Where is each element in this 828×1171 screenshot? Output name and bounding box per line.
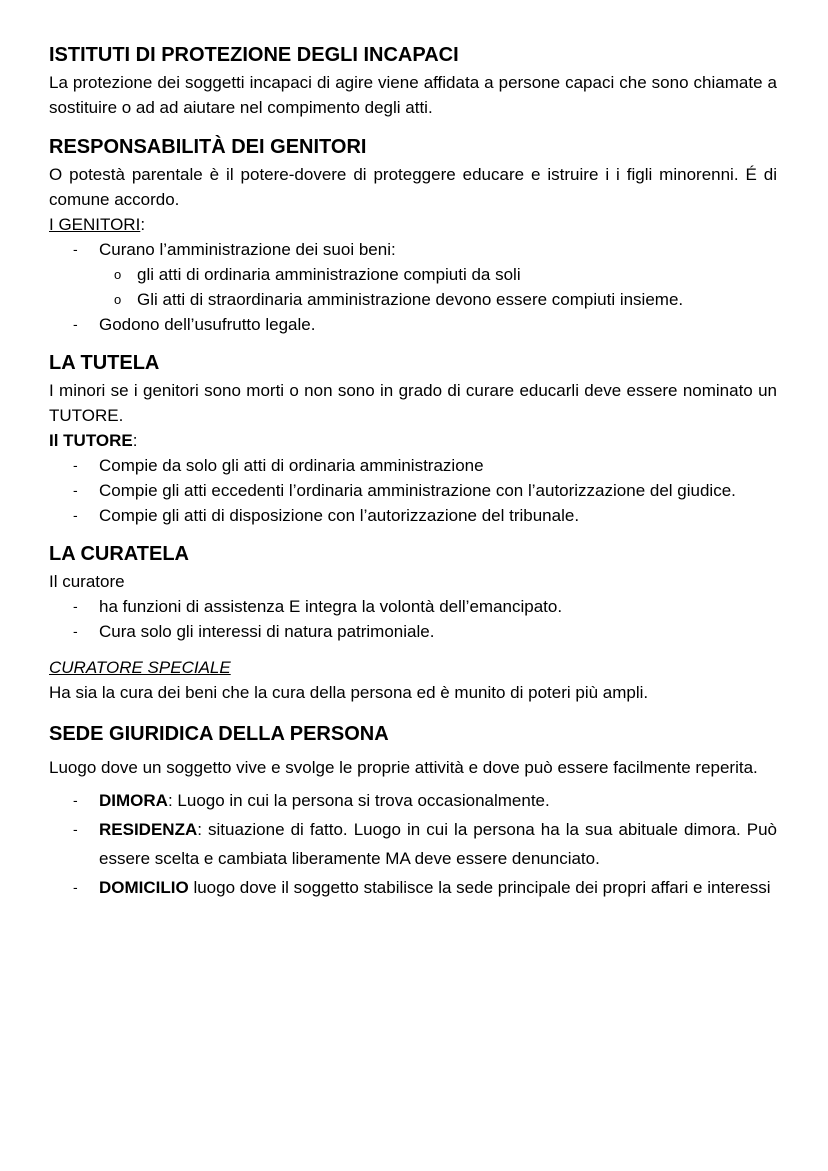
- sub-list: [99, 262, 777, 312]
- genitori-list: [49, 237, 777, 337]
- section-title: SEDE GIURIDICA DELLA PERSONA: [49, 723, 389, 745]
- dash-bullet-icon: -: [73, 879, 78, 895]
- term-domicilio: DOMICILIO: [99, 878, 189, 897]
- term-residenza: RESIDENZA: [99, 820, 198, 839]
- sublabel-curatore-speciale: [49, 655, 777, 680]
- sede-list: [49, 786, 777, 902]
- sublabel-text: CURATORE SPECIALE: [49, 658, 231, 677]
- term-separator: :: [167, 791, 178, 810]
- curatore-list: [49, 594, 777, 644]
- section-paragraph: Luogo dove un soggetto vive e svolge le proprie attività e dove può essere facilmente reperita.: [49, 758, 758, 777]
- list-item: [73, 453, 777, 478]
- term-description: luogo dove il soggetto stabilisce la sede principale dei propri affari e interessi: [193, 878, 771, 897]
- section-title: RESPONSABILITÀ DEI GENITORI: [49, 136, 367, 158]
- section-curatela: [49, 539, 777, 705]
- dash-bullet-icon: -: [73, 598, 78, 614]
- sublabel-colon: :: [132, 431, 138, 450]
- list-item: [73, 478, 777, 503]
- list-item-text: Curano l’amministrazione dei suoi beni:: [99, 240, 396, 259]
- dash-bullet-icon: -: [73, 792, 78, 808]
- section-tutela: [49, 348, 777, 528]
- term-dimora: DIMORA: [99, 791, 168, 810]
- sub-list-item: [114, 262, 777, 287]
- section-title: ISTITUTI DI PROTEZIONE DEGLI INCAPACI: [49, 44, 459, 66]
- list-item: [73, 312, 777, 337]
- list-item: [73, 786, 777, 815]
- dash-bullet-icon: -: [73, 457, 78, 473]
- list-item: [73, 619, 777, 644]
- section-responsabilita: [49, 132, 777, 337]
- dash-bullet-icon: -: [73, 507, 78, 523]
- sublabel-text: I GENITORI: [49, 215, 141, 234]
- circle-bullet-icon: o: [114, 292, 122, 307]
- dash-bullet-icon: -: [73, 316, 78, 332]
- sub-list-item-text: gli atti di ordinaria amministrazione compiuti da soli: [137, 265, 521, 284]
- tutore-list: [49, 453, 777, 528]
- dash-bullet-icon: -: [73, 821, 78, 837]
- section-title: LA CURATELA: [49, 543, 189, 565]
- term-description: Luogo in cui la persona si trova occasionalmente.: [177, 791, 550, 810]
- term-description: situazione di fatto. Luogo in cui la persona ha la sua abituale dimora. Può essere scelta e cambiata liberamente MA deve essere denunciato.: [99, 820, 777, 868]
- list-item-text: ha funzioni di assistenza E integra la volontà dell’emancipato.: [99, 597, 563, 616]
- circle-bullet-icon: o: [114, 267, 122, 282]
- section-paragraph: O potestà parentale è il potere-dovere di proteggere educare e istruire i i figli minorenni. É di comune accordo.: [49, 165, 777, 209]
- sublabel-genitori: [49, 212, 777, 237]
- list-item: [73, 594, 777, 619]
- list-item: [73, 815, 777, 873]
- curatore-speciale: [49, 655, 777, 705]
- sublabel-tutore: [49, 428, 777, 453]
- list-item-text: Compie da solo gli atti di ordinaria amministrazione: [99, 456, 484, 475]
- sub-list-item-text: Gli atti di straordinaria amministrazione devono essere compiuti insieme.: [137, 290, 684, 309]
- list-item: [73, 237, 777, 312]
- dash-bullet-icon: -: [73, 623, 78, 639]
- sublabel-text: Il TUTORE: [49, 431, 133, 450]
- list-item-text: Compie gli atti di disposizione con l’autorizzazione del tribunale.: [99, 506, 580, 525]
- section-title: LA TUTELA: [49, 352, 160, 374]
- sub-list-item: [114, 287, 777, 312]
- section-paragraph: La protezione dei soggetti incapaci di agire viene affidata a persone capaci che sono chiamate a sostituire o ad ad aiutare nel compimento degli atti.: [49, 73, 777, 117]
- dash-bullet-icon: -: [73, 241, 78, 257]
- list-item-text: Godono dell’usufrutto legale.: [99, 315, 316, 334]
- document-page: [49, 40, 777, 902]
- sublabel-colon: :: [140, 215, 146, 234]
- term-separator: :: [197, 820, 208, 839]
- section-paragraph: Il curatore: [49, 572, 125, 591]
- section-paragraph: I minori se i genitori sono morti o non sono in grado di curare educarli deve essere nominato un TUTORE.: [49, 381, 777, 425]
- section-paragraph: Ha sia la cura dei beni che la cura della persona ed è munito di poteri più ampli.: [49, 683, 649, 702]
- list-item: [73, 873, 777, 902]
- list-item: [73, 503, 777, 528]
- list-item-text: Cura solo gli interessi di natura patrimoniale.: [99, 622, 435, 641]
- section-sede: [49, 719, 777, 902]
- list-item-text: Compie gli atti eccedenti l’ordinaria amministrazione con l’autorizzazione del giudice.: [99, 481, 736, 500]
- dash-bullet-icon: -: [73, 482, 78, 498]
- section-istituti: [49, 40, 777, 120]
